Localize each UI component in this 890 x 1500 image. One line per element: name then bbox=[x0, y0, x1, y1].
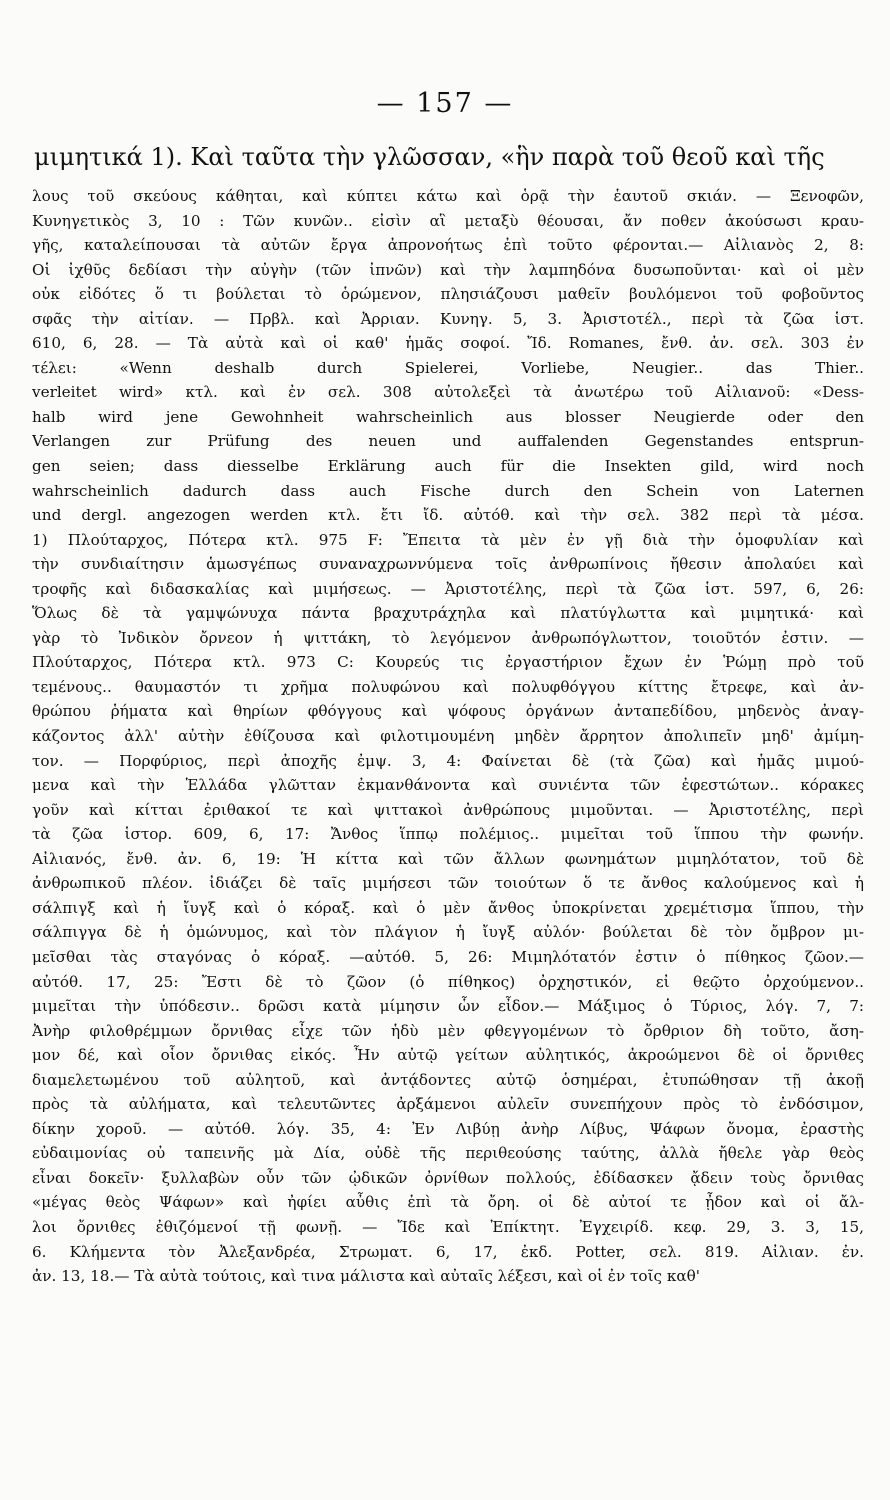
footnote-line: τὰ ζῶα ἱστορ. 609, 6, 17: Ἄνθος ἵππῳ πολέμιος.. μιμεῖται τοῦ ἵππου τὴν φωνήν. bbox=[32, 825, 864, 844]
footnote-line: ἀν. 13, 18.— Τὰ αὐτὰ τούτοις, καὶ τινα μάλιστα καὶ αὐταῖς λέξεσι, καὶ οἱ ἐν τοῖς καθ' bbox=[32, 1267, 700, 1286]
footnote-line: πρὸς τὰ αὐλήματα, καὶ τελευτῶντες ἀρξάμενοι αὐλεῖν συνεπήχουν πρὸς τὸ ἐνδόσιμον, bbox=[32, 1095, 864, 1114]
footnote-line: τὴν συνδιαίτησιν ἁμωσγέπως συναναχρωννύμενα τοῖς ἀνθρωπίνοις ἤθεσιν ἀπολαύει καὶ bbox=[32, 555, 864, 574]
footnote-line: Αἰλιανός, ἔνθ. ἀν. 6, 19: Ἡ κίττα καὶ τῶν ἄλλων φωνημάτων μιμηλότατον, τοῦ δὲ bbox=[32, 849, 864, 868]
footnote-line: «μέγας θεὸς Ψάφων» καὶ ἠφίει αὖθις ἐπὶ τὰ ὄρη. οἱ δὲ αὐτοί τε ᾖδον καὶ οἱ ἄλ- bbox=[32, 1193, 864, 1212]
footnote-line: μον δέ, καὶ οἷον ὄρνιθας εἰκός. Ἦν αὐτῷ γείτων αὐλητικός, ἀκροώμενοι δὲ οἱ ὄρνιθες bbox=[32, 1046, 864, 1065]
footnote-line: μενα καὶ τὴν Ἑλλάδα γλῶτταν ἐκμανθάνοντα καὶ συνιέντα τῶν ἐφεστώτων.. κόρακες bbox=[32, 776, 864, 795]
footnote-line: gen seien; dass diesselbe Erklärung auch für die Insekten gild, wird noch bbox=[32, 457, 864, 476]
footnote-line: θρώπου ῥήματα καὶ θηρίων φθόγγους καὶ ψόφους ὀργάνων ἀνταπεδίδου, μηδενὸς ἀναγ- bbox=[32, 702, 864, 721]
footnote-line: ἀνθρωπικοῦ πλέον. ἰδιάζει δὲ ταῖς μιμήσεσι τῶν τοιούτων ὅ τε ἄνθος καλούμενος καὶ ἡ bbox=[32, 874, 864, 893]
footnote-line: Ἀνὴρ φιλοθρέμμων ὄρνιθας εἶχε τῶν ἡδὺ μὲν φθεγγομένων τὸ ὄρθριον δὴ τοῦτο, ἄση- bbox=[32, 1021, 864, 1040]
footnote-line: wahrscheinlich dadurch dass auch Fische durch den Schein von Laternen bbox=[32, 481, 864, 500]
footnote-line: γοῦν καὶ κίτται ἐριθακοί τε καὶ ψιττακοὶ ἀνθρώπους μιμοῦνται. — Ἀριστοτέλης, περὶ bbox=[32, 800, 864, 819]
footnote-line: 6. Κλήμεντα τὸν Ἀλεξανδρέα, Στρωματ. 6, 17, ἐκδ. Potter, σελ. 819. Αἰλιαν. ἐν. bbox=[32, 1242, 864, 1261]
footnote-line: οὐκ εἰδότες ὅ τι βούλεται τὸ ὁρώμενον, πλησιάζουσι μαθεῖν βουλόμενοι τοῦ φοβοῦντος bbox=[32, 285, 864, 304]
footnote-line: τροφῆς καὶ διδασκαλίας καὶ μιμήσεως. — Ἀριστοτέλης, περὶ τὰ ζῶα ἱστ. 597, 6, 26: bbox=[32, 579, 864, 598]
footnote-line: τον. — Πορφύριος, περὶ ἀποχῆς ἐμψ. 3, 4: Φαίνεται δὲ (τὰ ζῶα) καὶ ἡμᾶς μιμού- bbox=[32, 751, 864, 770]
footnote-line: μεῖσθαι τὰς σταγόνας ὁ κόραξ. —αὐτόθ. 5, 26: Μιμηλότατόν ἐστιν ὁ πίθηκος ζῶον.— bbox=[32, 947, 864, 966]
footnote-line: verleitet wird» κτλ. καὶ ἐν σελ. 308 αὐτολεξεὶ τὰ ἀνωτέρω τοῦ Αἰλιανοῦ: «Dess- bbox=[32, 383, 864, 402]
footnote-line: Κυνηγετικὸς 3, 10 : Τῶν κυνῶν.. εἰσὶν αἳ μεταξὺ θέουσαι, ἄν ποθεν ἀκούσωσι κραυ- bbox=[32, 211, 864, 230]
footnote-line: 610, 6, 28. — Τὰ αὐτὰ καὶ οἱ καθ' ἡμᾶς σοφοί. Ἴδ. Romanes, ἔνθ. ἀν. σελ. 303 ἐν bbox=[32, 334, 864, 353]
footnote-line: Verlangen zur Prüfung des neuen und auffalenden Gegenstandes entsprun- bbox=[32, 432, 864, 451]
footnote-line: διαμελετωμένου τοῦ αὐλητοῦ, καὶ ἀντᾴδοντες αὐτῷ ὁσημέραι, ἐτυπώθησαν τῇ ἀκοῇ bbox=[32, 1070, 864, 1089]
footnote-line: σφᾶς τὴν αἰτίαν. — Πρβλ. καὶ Ἀρριαν. Κυνηγ. 5, 3. Ἀριστοτέλ., περὶ τὰ ζῶα ἱστ. bbox=[32, 309, 864, 328]
page-number: — 157 — bbox=[376, 88, 514, 119]
footnote-block bbox=[32, 184, 864, 1289]
footnote-line: σάλπιγγα δὲ ἡ ὁμώνυμος, καὶ τὸν πλάγιον ἡ ἴυγξ αὐλόν· βούλεται δὲ τὸν ὄμβρον μι- bbox=[32, 923, 864, 942]
footnote-line: γὰρ τὸ Ἰνδικὸν ὄρνεον ἡ ψιττάκη, τὸ λεγόμενον ἀνθρωπόγλωττον, τοιοῦτόν ἐστιν. — bbox=[32, 628, 864, 647]
footnote-line: Οἱ ἰχθῦς δεδίασι τὴν αὐγὴν (τῶν ἰπνῶν) καὶ τὴν λαμπηδόνα δυσωποῦνται· καὶ οἱ μὲν bbox=[32, 260, 864, 279]
footnote-line: δίκην χοροῦ. — αὐτόθ. λόγ. 35, 4: Ἐν Λιβύῃ ἀνὴρ Λίβυς, Ψάφων ὄνομα, ἐραστὴς bbox=[32, 1119, 864, 1138]
footnote-line: γῆς, καταλείπουσαι τὰ αὐτῶν ἔργα ἀπρονοήτως ἐπὶ τοῦτο φέρονται.— Αἰλιανὸς 2, 8: bbox=[32, 236, 864, 255]
footnote-line: halb wird jene Gewohnheit wahrscheinlich aus blosser Neugierde oder den bbox=[32, 407, 864, 426]
footnote-line: εἶναι δοκεῖν· ξυλλαβὼν οὖν τῶν ᾠδικῶν ὀρνίθων πολλούς, ἐδίδασκεν ᾄδειν τοὺς ὄρνιθας bbox=[32, 1168, 864, 1187]
footnote-line: τέλει: «Wenn deshalb durch Spielerei, Vorliebe, Neugier.. das Thier.. bbox=[32, 358, 864, 377]
main-text-line: μιμητικά 1). Καὶ ταῦτα τὴν γλῶσσαν, «ἣν παρὰ τοῦ θεοῦ καὶ τῆς bbox=[34, 143, 825, 171]
footnote-line: 1) Πλούταρχος, Πότερα κτλ. 975 F: Ἔπειτα τὰ μὲν ἐν γῇ διὰ τὴν ὁμοφυλίαν καὶ bbox=[32, 530, 864, 549]
footnote-line: λους τοῦ σκεύους κάθηται, καὶ κύπτει κάτω καὶ ὁρᾷ τὴν ἑαυτοῦ σκιάν. — Ξενοφῶν, bbox=[32, 187, 864, 205]
footnote-line: λοι ὄρνιθες ἐθιζόμενοί τῇ φωνῇ. — Ἴδε καὶ Ἐπίκτητ. Ἐγχειρίδ. κεφ. 29, 3. 3, 15, bbox=[32, 1217, 864, 1236]
footnote-line: εὐδαιμονίας οὐ ταπεινῆς μὰ Δία, οὐδὲ τῆς περιθεούσης ταύτης, ἀλλὰ ἤθελε γὰρ θεὸς bbox=[32, 1144, 864, 1163]
footnote-line: μιμεῖται τὴν ὑπόδεσιν.. δρῶσι κατὰ μίμησιν ὧν εἶδον.— Μάξιμος ὁ Τύριος, λόγ. 7, 7: bbox=[32, 997, 864, 1016]
footnote-line: σάλπιγξ καὶ ἡ ἴυγξ καὶ ὁ κόραξ. καὶ ὁ μὲν ἄνθος ὑποκρίνεται χρεμέτισμα ἵππου, τὴν bbox=[32, 898, 864, 917]
footnote-line: τεμένους.. θαυμαστόν τι χρῆμα πολυφώνου καὶ πολυφθόγγου κίττης ἔτρεφε, καὶ ἀν- bbox=[32, 677, 864, 696]
footnote-line: Ὅλως δὲ τὰ γαμψώνυχα πάντα βραχυτράχηλα καὶ πλατύγλωττα καὶ μιμητικά· καὶ bbox=[32, 604, 864, 623]
footnote-line: und dergl. angezogen werden κτλ. ἔτι ἴδ. αὐτόθ. καὶ τὴν σελ. 382 περὶ τὰ μέσα. bbox=[32, 506, 864, 525]
footnote-line: αὐτόθ. 17, 25: Ἔστι δὲ τὸ ζῶον (ὁ πίθηκος) ὀρχηστικόν, εἰ θεῷτο ὀρχούμενον.. bbox=[32, 972, 864, 991]
footnote-line: Πλούταρχος, Πότερα κτλ. 973 C: Κουρεύς τις ἐργαστήριον ἔχων ἐν Ῥώμῃ πρὸ τοῦ bbox=[32, 653, 864, 672]
footnote-line: κάζοντος ἀλλ' αὐτὴν ἐθίζουσα καὶ φιλοτιμουμένη μηδὲν ἄρρητον ἀπολιπεῖν μηδ' ἀμίμη- bbox=[32, 727, 864, 746]
